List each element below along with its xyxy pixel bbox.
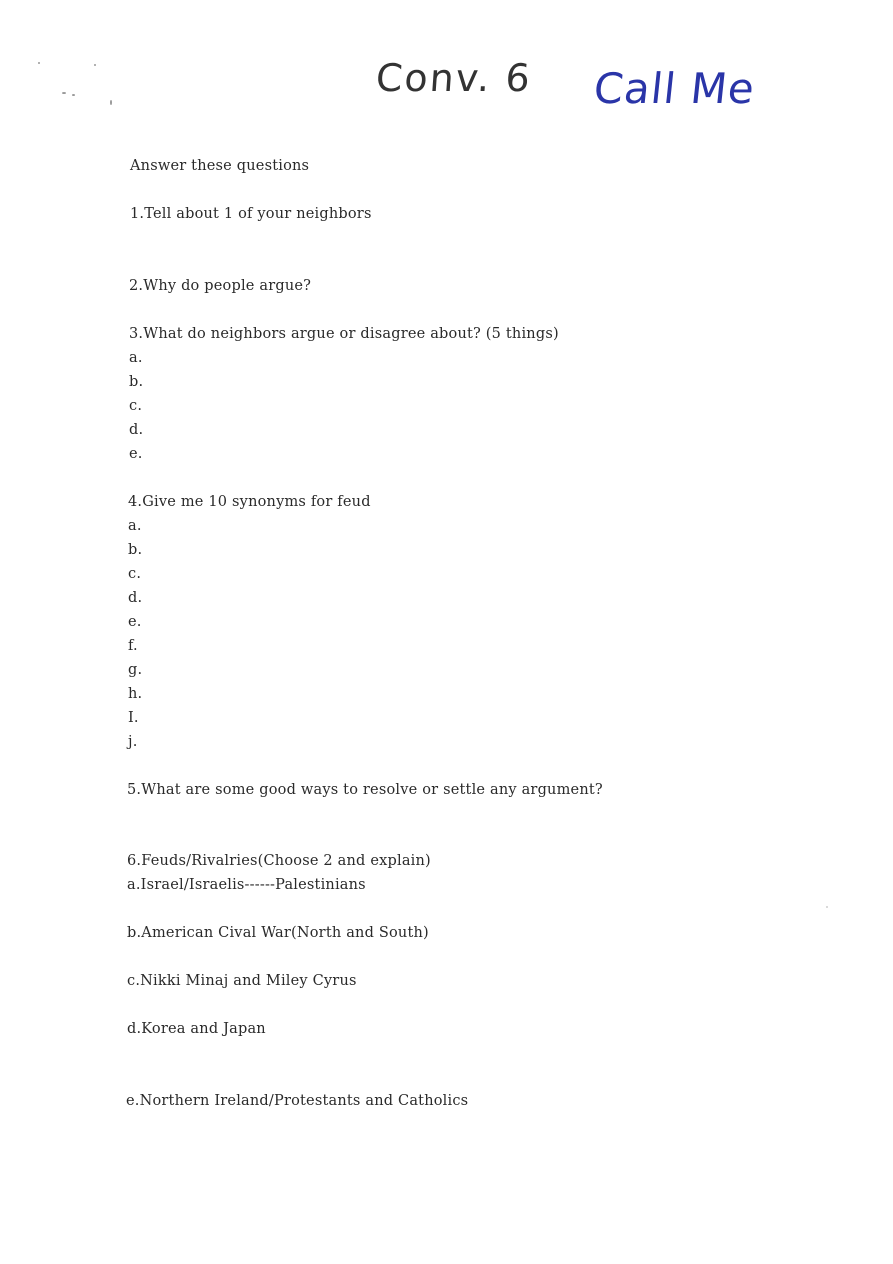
question-4: 4.Give me 10 synonyms for feud: [128, 494, 371, 510]
handwritten-call-me-note: Call Me: [591, 64, 758, 113]
q4-answer-slot: j.: [128, 734, 138, 750]
handwritten-conversation-number: Conv. 6: [374, 56, 534, 100]
question-2: 2.Why do people argue?: [129, 278, 312, 294]
q4-answer-slot: h.: [128, 686, 143, 702]
question-6: 6.Feuds/Rivalries(Choose 2 and explain): [127, 853, 431, 869]
scan-speck: [38, 62, 40, 64]
q4-answer-slot: c.: [128, 566, 142, 582]
instructions-heading: Answer these questions: [130, 158, 310, 174]
q3-answer-slot: c.: [129, 398, 143, 414]
q4-answer-slot: f.: [128, 638, 138, 654]
question-5: 5.What are some good ways to resolve or settle any argument?: [127, 782, 603, 798]
question-3: 3.What do neighbors argue or disagree about? (5 things): [129, 326, 559, 342]
q3-answer-slot: e.: [129, 446, 143, 462]
rivalry-option: e.Northern Ireland/Protestants and Catholics: [126, 1093, 469, 1109]
q3-answer-slot: b.: [129, 374, 144, 390]
scan-speck: [826, 906, 828, 908]
q4-answer-slot: a.: [128, 518, 142, 534]
question-1: 1.Tell about 1 of your neighbors: [130, 206, 372, 222]
q4-answer-slot: e.: [128, 614, 142, 630]
rivalry-option: a.Israel/Israelis------Palestinians: [127, 877, 366, 893]
rivalry-option: d.Korea and Japan: [127, 1021, 266, 1037]
scan-speck: [62, 92, 66, 94]
q4-answer-slot: g.: [128, 662, 143, 678]
rivalry-option: b.American Cival War(North and South): [127, 925, 429, 941]
q3-answer-slot: d.: [129, 422, 144, 438]
scan-speck: [72, 94, 75, 96]
q4-answer-slot: b.: [128, 542, 143, 558]
q4-answer-slot: d.: [128, 590, 143, 606]
q3-answer-slot: a.: [129, 350, 143, 366]
q4-answer-slot: I.: [128, 710, 139, 726]
scan-speck: [94, 64, 96, 66]
scan-speck: [110, 100, 112, 105]
rivalry-option: c.Nikki Minaj and Miley Cyrus: [127, 973, 357, 989]
